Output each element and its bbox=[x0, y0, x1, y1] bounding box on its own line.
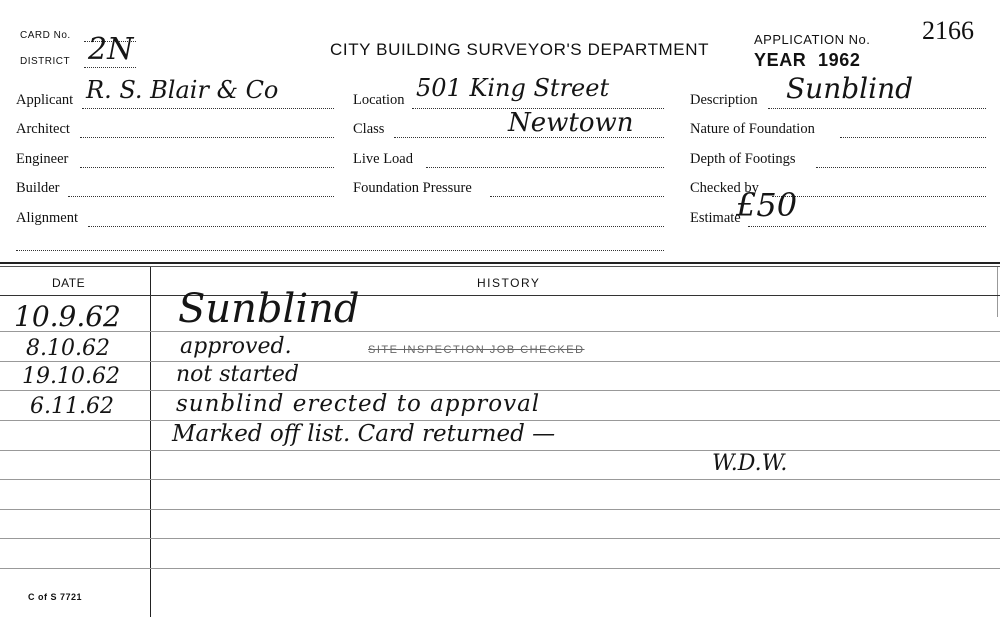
district-value: 2N bbox=[88, 32, 134, 67]
nature-of-foundation-label: Nature of Foundation bbox=[690, 121, 815, 137]
foundation-pressure-line bbox=[490, 196, 664, 197]
district-label: DISTRICT bbox=[20, 56, 71, 67]
entry-date: 6.11.62 bbox=[30, 394, 114, 419]
signature: W.D.W. bbox=[712, 451, 788, 476]
blank-line bbox=[16, 250, 664, 251]
card-no-label: CARD No. bbox=[20, 30, 71, 41]
architect-line bbox=[80, 137, 334, 138]
ruled-line bbox=[0, 509, 1000, 510]
builder-line bbox=[68, 196, 334, 197]
depth-of-footings-line bbox=[816, 167, 986, 168]
application-number: 2166 bbox=[922, 16, 974, 45]
entry-text: Marked off list. Card returned — bbox=[172, 421, 556, 447]
applicant-value: R. S. Blair & Co bbox=[86, 76, 279, 104]
class-label: Class bbox=[353, 121, 385, 137]
right-edge-line bbox=[997, 267, 998, 317]
entry-date: 19.10.62 bbox=[22, 364, 120, 389]
live-load-line bbox=[426, 167, 664, 168]
description-line bbox=[768, 108, 986, 109]
foundation-pressure-label: Foundation Pressure bbox=[353, 180, 472, 196]
alignment-label: Alignment bbox=[16, 210, 79, 226]
year-value: 1962 bbox=[818, 50, 861, 70]
entry-date: 8.10.62 bbox=[26, 336, 110, 361]
ruled-line bbox=[0, 479, 1000, 480]
district-line bbox=[84, 67, 136, 68]
alignment-line bbox=[88, 226, 664, 227]
checked-by-label: Checked by bbox=[690, 180, 759, 196]
estimate-value: £50 bbox=[736, 186, 798, 224]
application-no-label: APPLICATION No. bbox=[754, 32, 871, 47]
ruled-line bbox=[0, 331, 1000, 332]
year-label: YEAR bbox=[754, 50, 807, 70]
builder-label: Builder bbox=[16, 180, 60, 196]
location-value-line1: 501 King Street bbox=[416, 74, 610, 102]
ruled-line bbox=[0, 450, 1000, 451]
entry-text: Sunblind bbox=[178, 286, 360, 332]
form-code: C of S 7721 bbox=[28, 592, 83, 602]
estimate-line bbox=[748, 226, 986, 227]
engineer-label: Engineer bbox=[16, 151, 69, 167]
applicant-line bbox=[82, 108, 334, 109]
nature-of-foundation-line bbox=[840, 137, 986, 138]
ruled-line bbox=[0, 568, 1000, 569]
applicant-label: Applicant bbox=[16, 92, 74, 108]
ruled-line bbox=[0, 361, 1000, 362]
ruled-line bbox=[0, 538, 1000, 539]
depth-of-footings-label: Depth of Footings bbox=[690, 151, 796, 167]
entry-text: approved. bbox=[180, 334, 292, 359]
engineer-line bbox=[80, 167, 334, 168]
description-value: Sunblind bbox=[786, 72, 914, 105]
department-title: CITY BUILDING SURVEYOR'S DEPARTMENT bbox=[330, 40, 710, 59]
section-divider bbox=[0, 262, 1000, 264]
location-value-line2: Newtown bbox=[508, 108, 634, 138]
date-column-header: DATE bbox=[52, 276, 86, 290]
architect-label: Architect bbox=[16, 121, 70, 137]
date-column-divider bbox=[150, 267, 151, 617]
entry-text: not started bbox=[176, 362, 299, 387]
header-rule bbox=[0, 295, 1000, 296]
entry-date: 10.9.62 bbox=[14, 300, 121, 333]
checked-by-line bbox=[772, 196, 986, 197]
entry-text: sunblind erected to approval bbox=[176, 391, 541, 417]
job-checked-stamp: SITE INSPECTION JOB CHECKED bbox=[368, 344, 585, 356]
live-load-label: Live Load bbox=[353, 151, 413, 167]
history-column-header: HISTORY bbox=[477, 276, 541, 290]
description-label: Description bbox=[690, 92, 758, 108]
location-label: Location bbox=[353, 92, 405, 108]
estimate-label: Estimate bbox=[690, 210, 741, 226]
